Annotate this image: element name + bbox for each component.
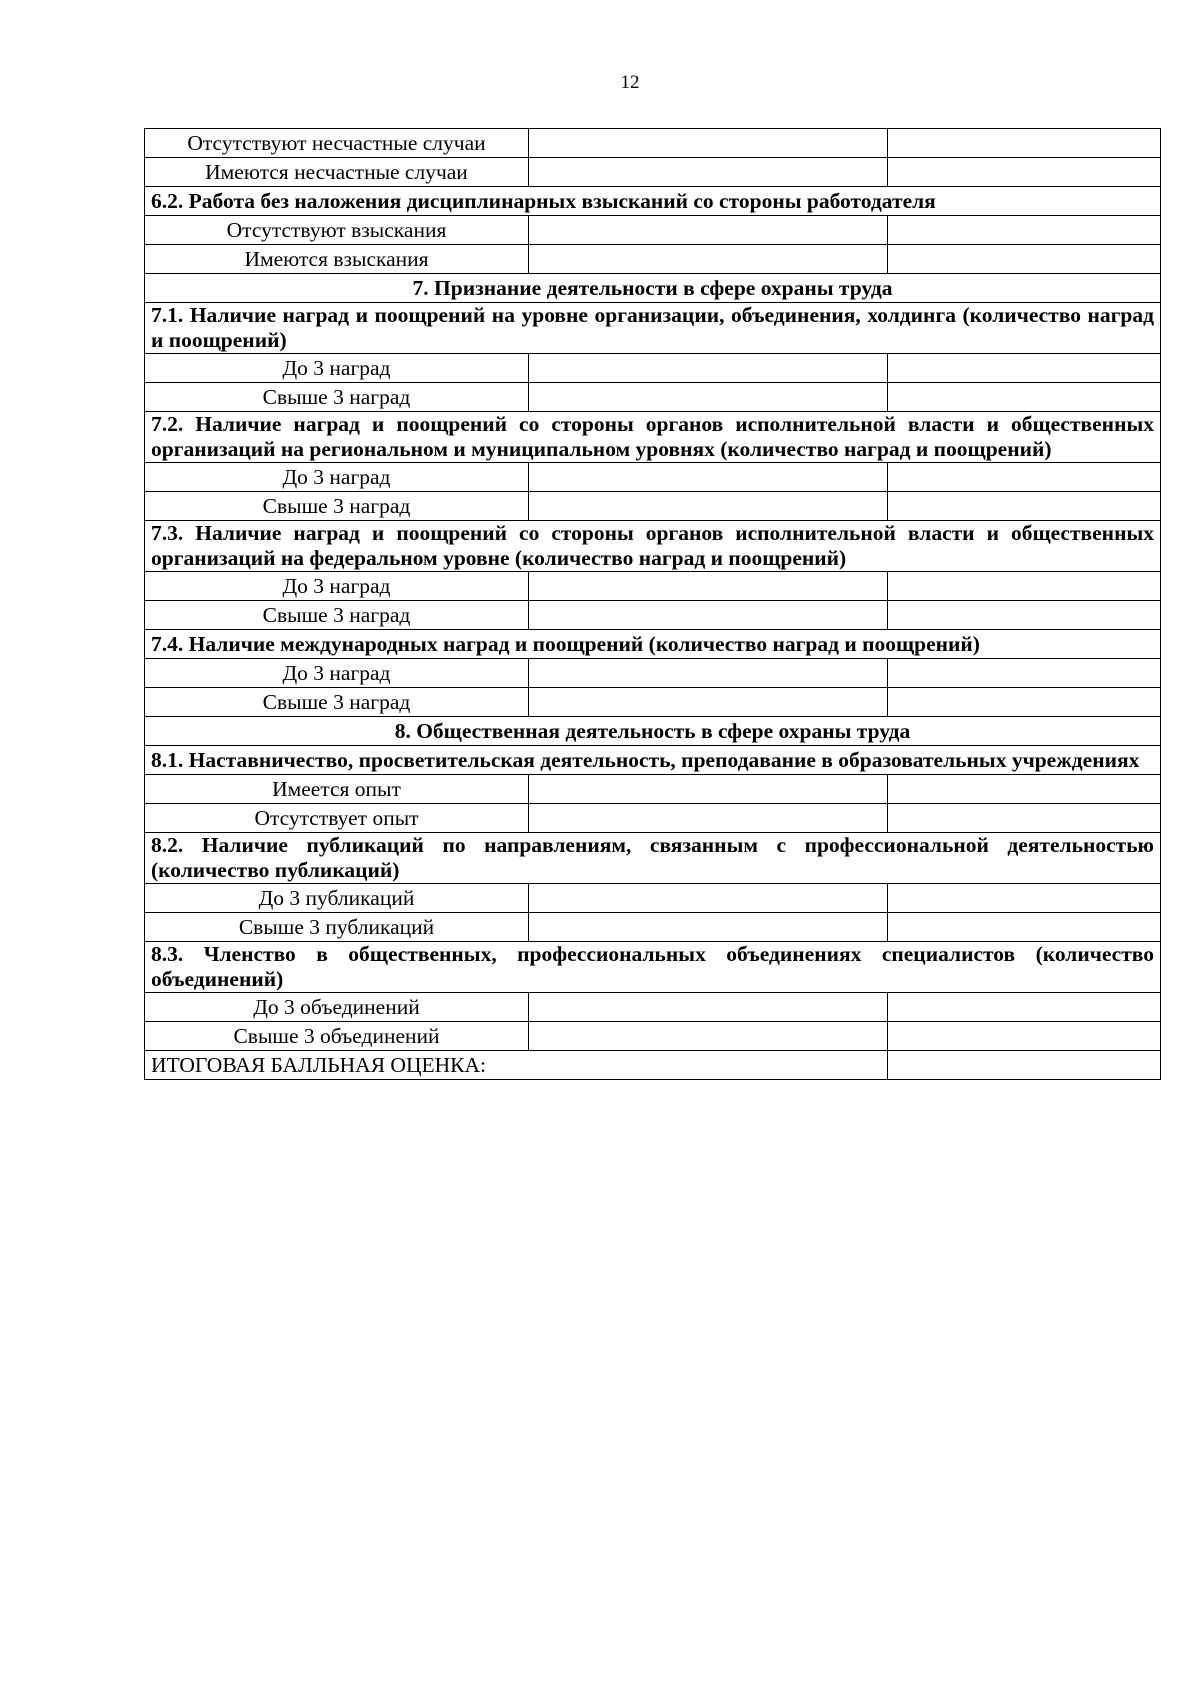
criterion-label: Имеется опыт bbox=[145, 775, 529, 804]
criterion-label: До 3 публикаций bbox=[145, 884, 529, 913]
score-cell[interactable] bbox=[529, 216, 888, 245]
score-cell[interactable] bbox=[529, 492, 888, 521]
criterion-label: До 3 объединений bbox=[145, 993, 529, 1022]
points-cell[interactable] bbox=[888, 993, 1161, 1022]
points-cell[interactable] bbox=[888, 492, 1161, 521]
score-cell[interactable] bbox=[529, 245, 888, 274]
item-heading: 6.2. Работа без наложения дисциплинарных взысканий со стороны работодателя bbox=[145, 187, 1161, 216]
score-cell[interactable] bbox=[529, 913, 888, 942]
points-cell[interactable] bbox=[888, 1022, 1161, 1051]
item-heading-row bbox=[145, 303, 1161, 354]
item-heading-row bbox=[145, 187, 1161, 216]
points-cell[interactable] bbox=[888, 884, 1161, 913]
criterion-label: До 3 наград bbox=[145, 463, 529, 492]
section-heading: 8. Общественная деятельность в сфере охраны труда bbox=[145, 717, 1161, 746]
criterion-label: Имеются несчастные случаи bbox=[145, 158, 529, 187]
criterion-row bbox=[145, 354, 1161, 383]
criterion-label: До 3 наград bbox=[145, 572, 529, 601]
points-cell[interactable] bbox=[888, 129, 1161, 158]
criterion-row bbox=[145, 129, 1161, 158]
score-cell[interactable] bbox=[529, 463, 888, 492]
points-cell[interactable] bbox=[888, 601, 1161, 630]
criterion-label: Свыше 3 публикаций bbox=[145, 913, 529, 942]
points-cell[interactable] bbox=[888, 463, 1161, 492]
criterion-row bbox=[145, 245, 1161, 274]
page-number: 12 bbox=[620, 72, 640, 93]
criterion-row bbox=[145, 1022, 1161, 1051]
criterion-row bbox=[145, 216, 1161, 245]
points-cell[interactable] bbox=[888, 216, 1161, 245]
criterion-row bbox=[145, 688, 1161, 717]
score-cell[interactable] bbox=[529, 383, 888, 412]
item-heading-row bbox=[145, 833, 1161, 884]
criterion-label: Свыше 3 объединений bbox=[145, 1022, 529, 1051]
score-cell[interactable] bbox=[529, 659, 888, 688]
item-heading-row bbox=[145, 942, 1161, 993]
points-cell[interactable] bbox=[888, 659, 1161, 688]
item-heading: 8.3. Членство в общественных, профессиональных объединениях специалистов (количество объединений) bbox=[145, 942, 1161, 993]
score-cell[interactable] bbox=[529, 572, 888, 601]
criterion-label: Имеются взыскания bbox=[145, 245, 529, 274]
points-cell[interactable] bbox=[888, 688, 1161, 717]
criterion-row bbox=[145, 383, 1161, 412]
item-heading: 7.2. Наличие наград и поощрений со стороны органов исполнительной власти и общественных организаций на региональном и муниципальном уровнях (количество наград и поощрений) bbox=[145, 412, 1161, 463]
points-cell[interactable] bbox=[888, 572, 1161, 601]
evaluation-table-body bbox=[145, 129, 1161, 1080]
criterion-row bbox=[145, 993, 1161, 1022]
criterion-label: Свыше 3 наград bbox=[145, 492, 529, 521]
criterion-row bbox=[145, 804, 1161, 833]
score-cell[interactable] bbox=[529, 884, 888, 913]
item-heading: 8.1. Наставничество, просветительская деятельность, преподавание в образовательных учреждениях bbox=[145, 746, 1161, 775]
points-cell[interactable] bbox=[888, 245, 1161, 274]
criterion-label: Свыше 3 наград bbox=[145, 383, 529, 412]
total-score-cell[interactable] bbox=[888, 1051, 1161, 1080]
item-heading-row bbox=[145, 412, 1161, 463]
points-cell[interactable] bbox=[888, 913, 1161, 942]
criterion-row bbox=[145, 492, 1161, 521]
criterion-row bbox=[145, 884, 1161, 913]
score-cell[interactable] bbox=[529, 804, 888, 833]
criterion-row bbox=[145, 913, 1161, 942]
criterion-label: Отсутствуют несчастные случаи bbox=[145, 129, 529, 158]
evaluation-table bbox=[144, 128, 1161, 1080]
score-cell[interactable] bbox=[529, 1022, 888, 1051]
score-cell[interactable] bbox=[529, 601, 888, 630]
criterion-row bbox=[145, 601, 1161, 630]
item-heading: 7.3. Наличие наград и поощрений со стороны органов исполнительной власти и общественных организаций на федеральном уровне (количество наград и поощрений) bbox=[145, 521, 1161, 572]
item-heading: 8.2. Наличие публикаций по направлениям, связанным с профессиональной деятельностью (количество публикаций) bbox=[145, 833, 1161, 884]
section-heading-row bbox=[145, 274, 1161, 303]
item-heading: 7.1. Наличие наград и поощрений на уровне организации, объединения, холдинга (количество наград и поощрений) bbox=[145, 303, 1161, 354]
score-cell[interactable] bbox=[529, 688, 888, 717]
criterion-label: Свыше 3 наград bbox=[145, 601, 529, 630]
criterion-row bbox=[145, 572, 1161, 601]
points-cell[interactable] bbox=[888, 158, 1161, 187]
score-cell[interactable] bbox=[529, 129, 888, 158]
score-cell[interactable] bbox=[529, 158, 888, 187]
points-cell[interactable] bbox=[888, 383, 1161, 412]
item-heading-row bbox=[145, 630, 1161, 659]
criterion-label: До 3 наград bbox=[145, 354, 529, 383]
criterion-label: Отсутствуют взыскания bbox=[145, 216, 529, 245]
criterion-label: Отсутствует опыт bbox=[145, 804, 529, 833]
item-heading-row bbox=[145, 746, 1161, 775]
score-cell[interactable] bbox=[529, 775, 888, 804]
total-score-label: ИТОГОВАЯ БАЛЛЬНАЯ ОЦЕНКА: bbox=[145, 1051, 888, 1080]
criterion-label: До 3 наград bbox=[145, 659, 529, 688]
criterion-row bbox=[145, 158, 1161, 187]
criterion-row bbox=[145, 463, 1161, 492]
score-cell[interactable] bbox=[529, 354, 888, 383]
points-cell[interactable] bbox=[888, 775, 1161, 804]
criterion-label: Свыше 3 наград bbox=[145, 688, 529, 717]
section-heading-row bbox=[145, 717, 1161, 746]
criterion-row bbox=[145, 775, 1161, 804]
total-row bbox=[145, 1051, 1161, 1080]
item-heading-row bbox=[145, 521, 1161, 572]
criterion-row bbox=[145, 659, 1161, 688]
points-cell[interactable] bbox=[888, 354, 1161, 383]
item-heading: 7.4. Наличие международных наград и поощрений (количество наград и поощрений) bbox=[145, 630, 1161, 659]
points-cell[interactable] bbox=[888, 804, 1161, 833]
section-heading: 7. Признание деятельности в сфере охраны труда bbox=[145, 274, 1161, 303]
score-cell[interactable] bbox=[529, 993, 888, 1022]
